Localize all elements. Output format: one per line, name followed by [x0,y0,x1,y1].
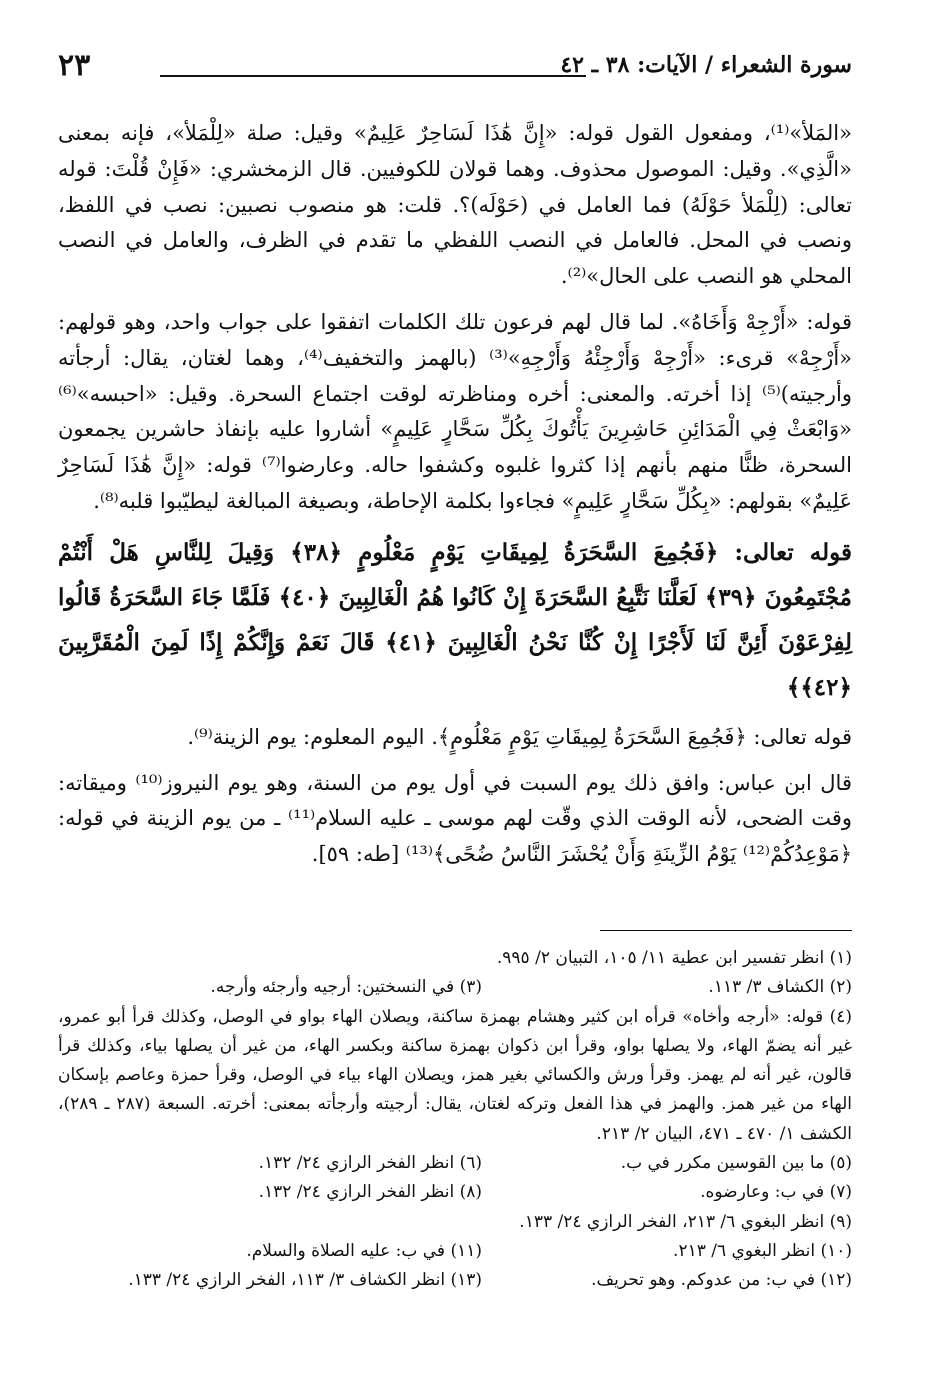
page-number: ٢٣ [58,48,91,83]
footnote-3: (٣) في النسختين: أرجيه وأرجئه وأرجه. [210,977,482,998]
footnote-separator [600,930,852,931]
footnote-5: (٥) ما بين القوسين مكرر في ب. [620,1153,852,1174]
paragraph-1: «المَلأ»⁽¹⁾، ومفعول القول قوله: «إِنَّ هَٰذَا لَسَاحِرٌ عَلِيمٌ» وقيل: صلة «لِلْمَلأ»، فإنه بمعنى «الَّذِي». وقيل: الموصول محذوف. وهما قولان للكوفيين. قال الزمخشري: «فَإِنْ قُلْتَ: قوله تعالى: (لِلْمَلأ حَوْلَهُ) فما العامل في (حَوْلَه)؟. قلت: هو منصوب نصبين: نصب في اللفظ، ونصب في المحل. فالعامل في النصب اللفظي ما تقدم في الظرف، والعامل في النصب المحلي هو النصب على الحال»⁽²⁾. [58,121,852,289]
footnote-row [58,1178,852,1207]
footnote-2: (٢) الكشاف ٣/ ١١٣. [708,977,852,998]
footnote-row [58,1266,852,1295]
footnote-7: (٧) في ب: وعارضوه. [700,1182,852,1203]
footnote-row [58,973,852,1002]
paragraph-4: قال ابن عباس: وافق ذلك يوم السبت في أول يوم من السنة، وهو يوم النيروز⁽¹⁰⁾ وميقاته: وقت الضحى، لأنه الوقت الذي وقّت لهم موسى ـ عليه السلام⁽¹¹⁾ ـ من يوم الزينة في قوله: ﴿مَوْعِدُكُمْ⁽¹²⁾ يَوْمُ الزِّينَةِ وَأَنْ يُحْشَرَ النَّاسُ ضُحًى﴾⁽¹³⁾ [طه: ٥٩]. [58,770,852,867]
footnote-9: (٩) انظر البغوي ٦/ ٢١٣، الفخر الرازي ٢٤/ ١٣٣. [519,1211,852,1232]
footnote-row [58,1237,852,1266]
paragraph-3: قوله تعالى: ﴿فَجُمِعَ السَّحَرَةُ لِمِيقَاتِ يَوْمٍ مَعْلُومٍ﴾. اليوم المعلوم: يوم الزينة⁽⁹⁾. [187,724,852,749]
footnote-1: (١) انظر تفسير ابن عطية ١١/ ١٠٥، التبيان ٢/ ٩٩٥. [496,948,852,968]
footnote-4: (٤) قوله: «أرجه وأخاه» قرأه ابن كثير وهشام بهمزة ساكنة، ويصلان الهاء بواو في الوصل، وكذلك قرأ أبو عمرو، غير أنه يضمّ الهاء، ولا يصلها بواو، وقرأ ابن ذكوان بهمزة ساكنة وبكسر الهاء، من غير أن يصلها بياء، وكذلك قرأ قالون، غير أنه لم يهمز. وقرأ ورش والكسائي بغير همز، ويصلان الهاء بياء في الوصل، وقرأ حمزة وعاصم بإسكان الهاء من غير همز. والهمز في هذا الفعل وتركه لغتان، يقال: أرجيته وأرجأته بمعنى: أخرته. السبعة (٢٨٧ ـ ٢٨٩)، الكشف ١/ ٤٧٠ ـ ٤٧١، البيان ٢/ ٢١٣. [58,1006,852,1144]
footnote-13: (١٣) انظر الكشاف ٣/ ١١٣، الفخر الرازي ٢٤/ ١٣٣. [128,1270,482,1291]
footnote-8: (٨) انظر الفخر الرازي ٢٤/ ١٣٢. [258,1182,482,1203]
footnote-6: (٦) انظر الفخر الرازي ٢٤/ ١٣٢. [258,1153,482,1174]
footnote-row [58,1149,852,1178]
quran-verses: قوله تعالى: ﴿فَجُمِعَ السَّحَرَةُ لِمِيقَاتِ يَوْمٍ مَعْلُومٍ ﴿٣٨﴾ وَقِيلَ لِلنَّاسِ هَلْ أَنْتُمْ مُجْتَمِعُونَ ﴿٣٩﴾ لَعَلَّنَا نَتَّبِعُ السَّحَرَةَ إِنْ كَانُوا هُمُ الْغَالِبِينَ ﴿٤٠﴾ فَلَمَّا جَاءَ السَّحَرَةُ قَالُوا لِفِرْعَوْنَ أَئِنَّ لَنَا لَأَجْرًا إِنْ كُنَّا نَحْنُ الْغَالِبِينَ ﴿٤١﴾ قَالَ نَعَمْ وَإِنَّكُمْ إِذًا لَمِنَ الْمُقَرَّبِينَ ﴿٤٢﴾﴾ [58,538,852,701]
footnote-12: (١٢) في ب: من عدوكم. وهو تحريف. [591,1270,852,1291]
footnotes [58,944,852,1296]
footnote-10: (١٠) انظر البغوي ٦/ ٢١٣. [673,1240,852,1261]
footnote-11: (١١) في ب: عليه الصلاة والسلام. [246,1240,482,1261]
main-text [58,116,852,883]
paragraph-2: قوله: «أَرْجِهْ وَأَخَاهُ». لما قال لهم فرعون تلك الكلمات اتفقوا على جواب واحد، وهو قولهم: «أَرْجِهْ» قرىء: «أَرْجِهْ وَأَرْجِئْهُ وَأَرْجِهِ»⁽³⁾ (بالهمز والتخفيف⁽⁴⁾، وهما لغتان، يقال: أرجأته وأرجيته)⁽⁵⁾ إذا أخرته. والمعنى: أخره ومناظرته لوقت اجتماع السحرة. وقيل: «احبسه»⁽⁶⁾ «وَابْعَثْ فِي الْمَدَائِنِ حَاشِرِينَ يَأْتُوكَ بِكُلِّ سَحَّارٍ عَلِيمٍ» أشاروا عليه بإنفاذ حاشرين يجمعون السحرة، ظنًّا منهم بأنهم إذا كثروا غلبوه وكشفوا حاله. وعارضوا⁽⁷⁾ قوله: «إِنَّ هَٰذَا لَسَاحِرٌ عَلِيمٌ» بقولهم: «بِكُلِّ سَحَّارٍ عَلِيمٍ» فجاءوا بكلمة الإحاطة، وبصيغة المبالغة ليطيّبوا قلبه⁽⁸⁾. [58,309,853,513]
header-rule [160,75,586,77]
page-header [58,50,852,90]
running-title: سورة الشعراء / الآيات: ٣٨ ـ ٤٢ [560,52,852,78]
